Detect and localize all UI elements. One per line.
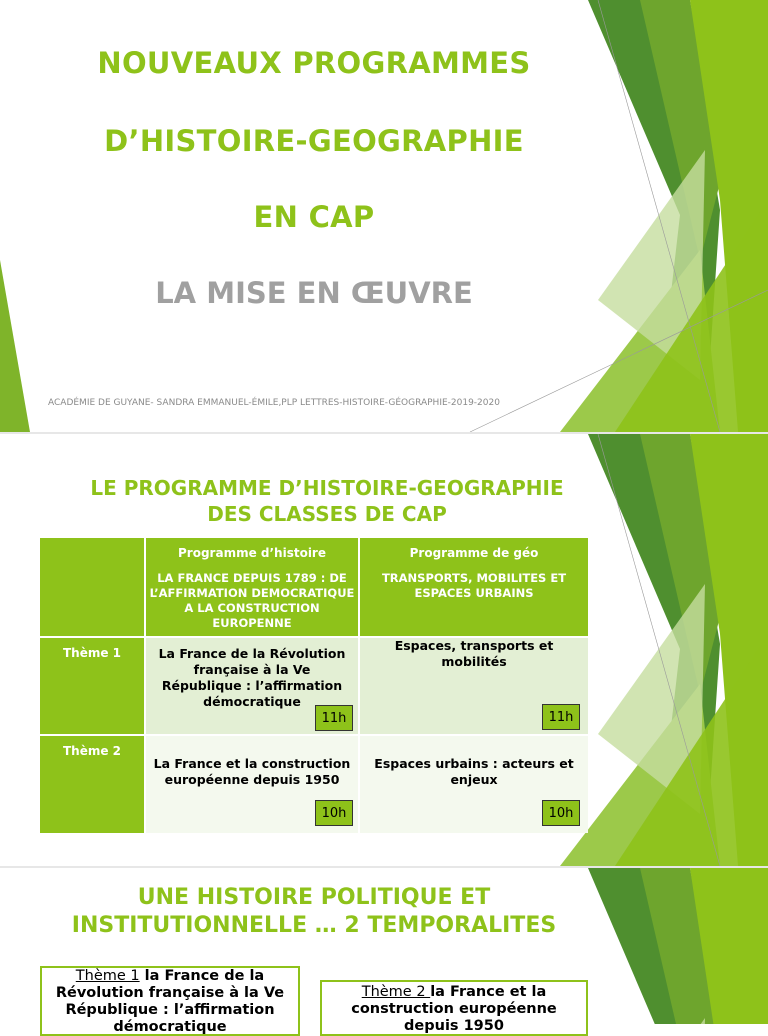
- table-row-label: Thème 2: [40, 736, 144, 833]
- slide-1-title-line-2: D’HISTOIRE-GEOGRAPHIE: [104, 124, 524, 158]
- theme-1-box-text: la France de la Révolution française à la Ve République : l’affirmation démocratique: [55, 968, 285, 1035]
- theme-2-geo-hours: 10h: [542, 800, 580, 826]
- theme-2-box-text: la France et la construction européenne depuis 1950: [351, 984, 557, 1034]
- theme-1-history-hours: 11h: [315, 705, 353, 731]
- slide-2-title-line-1: LE PROGRAMME D’HISTOIRE-GEOGRAPHIE: [90, 476, 564, 500]
- slide-1-title-line-3: EN CAP: [253, 200, 375, 234]
- slide-2-title-line-2: DES CLASSES DE CAP: [207, 502, 447, 526]
- slide-1: [0, 0, 768, 432]
- slide-1-title-line-1: NOUVEAUX PROGRAMMES: [97, 46, 531, 80]
- history-programme-title: LA FRANCE DEPUIS 1789 : DE L’AFFIRMATION DEMOCRATIQUE A LA CONSTRUCTION EUROPENNE: [149, 571, 355, 630]
- table-row-2-geo: [360, 736, 588, 833]
- theme-1-geo-text: Espaces, transports et mobilités: [394, 638, 554, 669]
- table-row-2-history: [146, 736, 358, 833]
- slide-1-credit: ACADÉMIE DE GUYANE- SANDRA EMMANUEL-ÉMILE,PLP LETTRES-HISTOIRE-GÉOGRAPHIE-2019-2020: [48, 398, 500, 408]
- table-row-1-history: [146, 638, 358, 734]
- theme-2-box-label: Thème 2: [361, 984, 431, 1000]
- theme-1-box: [40, 966, 300, 1036]
- theme-2-box: [320, 980, 588, 1036]
- slide-1-subtitle: LA MISE EN ŒUVRE: [155, 276, 473, 310]
- table-row-1-geo: [360, 638, 588, 734]
- theme-1-geo-hours: 11h: [542, 704, 580, 730]
- slide-3-title-line-1: UNE HISTOIRE POLITIQUE ET: [137, 885, 491, 910]
- theme-2-history-text: La France et la construction européenne depuis 1950: [153, 756, 351, 787]
- geo-header-cell: [360, 538, 588, 636]
- slide-2-title: [30, 475, 624, 527]
- geo-header: Programme de géo: [409, 546, 539, 560]
- theme-1-history-text: La France de la Révolution française à la Ve République : l’affirmation démocratique: [158, 646, 346, 709]
- theme-2-geo-text: Espaces urbains : acteurs et enjeux: [374, 756, 574, 787]
- slide-3-title-line-2: INSTITUTIONNELLE … 2 TEMPORALITES: [71, 913, 557, 938]
- slide-3-title: [40, 884, 588, 940]
- table-corner-cell: [40, 538, 144, 636]
- table-row-label: Thème 1: [40, 638, 144, 734]
- geo-programme-title: TRANSPORTS, MOBILITES ET ESPACES URBAINS: [381, 571, 567, 600]
- history-header-cell: [146, 538, 358, 636]
- theme-2-history-hours: 10h: [315, 800, 353, 826]
- history-header: Programme d’histoire: [178, 546, 326, 560]
- programme-table: [40, 538, 588, 833]
- theme-1-box-label: Thème 1: [75, 968, 140, 984]
